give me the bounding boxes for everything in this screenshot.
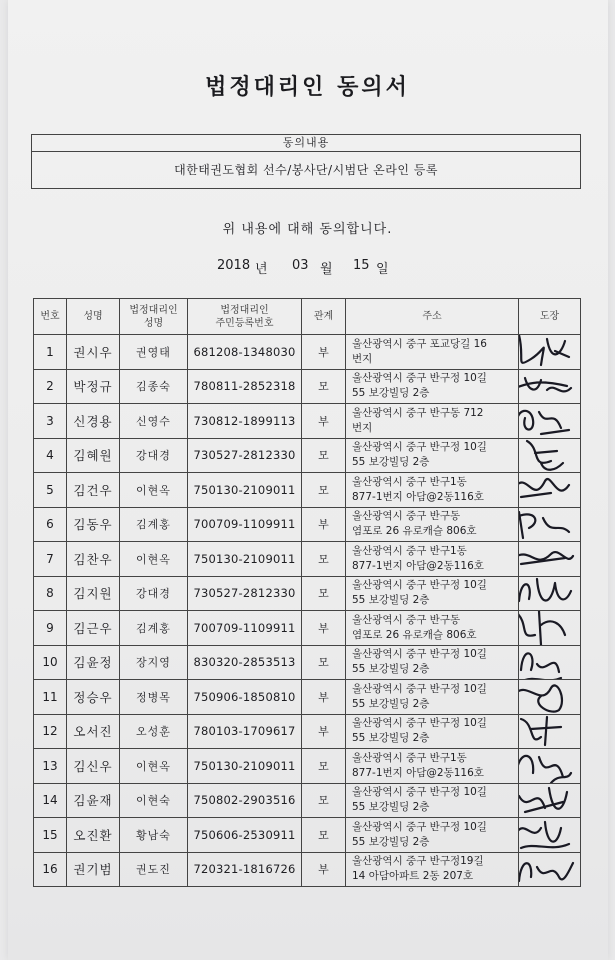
guardian-rrn: 700709-1109911	[188, 611, 302, 646]
guardian-rrn: 780811-2852318	[188, 369, 302, 404]
table-row	[34, 438, 581, 473]
signature-cell	[519, 335, 581, 370]
guardian-name: 이현옥	[120, 749, 188, 784]
relation: 모	[302, 542, 346, 577]
address	[346, 714, 519, 749]
guardian-rrn: 730812-1899113	[188, 404, 302, 439]
signature-stroke	[519, 579, 571, 601]
guardian-rrn: 750606-2530911	[188, 818, 302, 853]
consent-table	[33, 298, 581, 887]
guardian-name: 김종숙	[120, 369, 188, 404]
address-line-2: 55 보강빌딩 2층	[352, 456, 430, 469]
relation: 모	[302, 749, 346, 784]
address	[346, 611, 519, 646]
student-name: 오서진	[67, 714, 120, 749]
table-row	[34, 714, 581, 749]
relation: 모	[302, 473, 346, 508]
signature-stroke	[519, 378, 572, 391]
handwritten-signature	[519, 438, 578, 473]
relation: 부	[302, 680, 346, 715]
relation: 모	[302, 818, 346, 853]
signature-stroke	[527, 441, 563, 470]
consent-box-header: 동의내용	[32, 135, 580, 152]
student-name: 권시우	[67, 335, 120, 370]
table-row	[34, 507, 581, 542]
row-number: 16	[34, 852, 67, 887]
guardian-rrn: 750906-1850810	[188, 680, 302, 715]
handwritten-signature	[519, 714, 578, 749]
handwritten-signature	[519, 749, 578, 784]
signature-cell	[519, 852, 581, 887]
student-name: 김지원	[67, 576, 120, 611]
address-line-1: 울산광역시 중구 반구정 10길	[352, 717, 487, 730]
address-line-2: 55 보강빌딩 2층	[352, 663, 430, 676]
header-number: 번호	[34, 299, 67, 335]
header-rep-name: 법정대리인 성명	[120, 299, 188, 335]
guardian-name: 김계홍	[120, 611, 188, 646]
address-line-2: 55 보강빌딩 2층	[352, 594, 430, 607]
address	[346, 783, 519, 818]
address	[346, 645, 519, 680]
student-name: 김찬우	[67, 542, 120, 577]
address-line-1: 울산광역시 중구 반구정 10길	[352, 786, 487, 799]
signature-stroke	[519, 479, 570, 497]
date-day: 15	[353, 258, 370, 273]
table-row	[34, 404, 581, 439]
handwritten-signature	[519, 335, 578, 370]
signature-cell	[519, 542, 581, 577]
guardian-name: 강대경	[120, 576, 188, 611]
signature-cell	[519, 680, 581, 715]
signature-cell	[519, 645, 581, 680]
guardian-rrn: 720321-1816726	[188, 852, 302, 887]
guardian-rrn: 681208-1348030	[188, 335, 302, 370]
row-number: 6	[34, 507, 67, 542]
address	[346, 473, 519, 508]
header-rep-rrn: 법정대리인 주민등록번호	[188, 299, 302, 335]
header-relation: 관계	[302, 299, 346, 335]
guardian-rrn: 750130-2109011	[188, 473, 302, 508]
address-line-1: 울산광역시 중구 반구동	[352, 510, 461, 523]
row-number: 10	[34, 645, 67, 680]
row-number: 14	[34, 783, 67, 818]
signature-cell	[519, 783, 581, 818]
table-row	[34, 749, 581, 784]
address	[346, 404, 519, 439]
guardian-name: 김계홍	[120, 507, 188, 542]
signature-cell	[519, 714, 581, 749]
consent-box-content: 대한태권도협회 선수/봉사단/시범단 온라인 등록	[174, 163, 438, 177]
address	[346, 507, 519, 542]
guardian-name: 정병목	[120, 680, 188, 715]
row-number: 9	[34, 611, 67, 646]
relation: 모	[302, 369, 346, 404]
guardian-name: 권도진	[120, 852, 188, 887]
address-line-2: 번지	[352, 421, 373, 434]
address	[346, 369, 519, 404]
address-line-2: 877-1번지 아담@2동116호	[352, 490, 484, 503]
guardian-rrn: 750130-2109011	[188, 749, 302, 784]
row-number: 2	[34, 369, 67, 404]
address-line-1: 울산광역시 중구 반구1동	[352, 751, 467, 764]
address-line-1: 울산광역시 중구 반구정 10길	[352, 579, 487, 592]
table-body	[34, 335, 581, 887]
guardian-name: 이현옥	[120, 473, 188, 508]
address	[346, 335, 519, 370]
address-line-2: 번지	[352, 352, 373, 365]
student-name: 김동우	[67, 507, 120, 542]
address-line-2: 55 보강빌딩 2층	[352, 387, 430, 400]
row-number: 12	[34, 714, 67, 749]
signature-stroke	[519, 512, 569, 538]
address-line-2: 55 보강빌딩 2층	[352, 801, 430, 814]
address-line-2: 염포로 26 유로캐슬 806호	[352, 628, 477, 641]
row-number: 7	[34, 542, 67, 577]
signature-stroke	[519, 611, 566, 645]
address-line-1: 울산광역시 중구 반구정 10길	[352, 441, 487, 454]
table-row	[34, 852, 581, 887]
row-number: 8	[34, 576, 67, 611]
header-name: 성명	[67, 299, 120, 335]
address-line-2: 877-1번지 아담@2동116호	[352, 559, 484, 572]
guardian-rrn: 750130-2109011	[188, 542, 302, 577]
signature-stroke	[519, 788, 567, 812]
table-row	[34, 335, 581, 370]
relation: 모	[302, 438, 346, 473]
guardian-rrn: 780103-1709617	[188, 714, 302, 749]
address-line-1: 울산광역시 중구 반구정 10길	[352, 648, 487, 661]
guardian-name: 이현숙	[120, 783, 188, 818]
student-name: 김근우	[67, 611, 120, 646]
row-number: 4	[34, 438, 67, 473]
signature-stroke	[519, 411, 570, 434]
handwritten-signature	[519, 645, 578, 680]
address-line-1: 울산광역시 중구 반구동	[352, 613, 461, 626]
student-name: 신경용	[67, 404, 120, 439]
guardian-name: 신영수	[120, 404, 188, 439]
guardian-rrn: 830320-2853513	[188, 645, 302, 680]
signature-cell	[519, 404, 581, 439]
handwritten-signature	[519, 369, 578, 404]
table-row	[34, 645, 581, 680]
handwritten-signature	[519, 852, 578, 887]
date-year: 2018	[217, 258, 251, 273]
handwritten-signature	[519, 611, 578, 646]
address-line-2: 14 아담아파트 2동 207호	[352, 870, 474, 883]
date-month-unit: 월	[320, 262, 333, 277]
handwritten-signature	[519, 818, 578, 853]
student-name: 권기범	[67, 852, 120, 887]
student-name: 김윤정	[67, 645, 120, 680]
table-header-row	[34, 299, 581, 335]
signature-cell	[519, 507, 581, 542]
relation: 부	[302, 852, 346, 887]
address	[346, 852, 519, 887]
address-line-2: 55 보강빌딩 2층	[352, 697, 430, 710]
signature-stroke	[519, 335, 569, 365]
guardian-name: 황남숙	[120, 818, 188, 853]
guardian-name: 강대경	[120, 438, 188, 473]
address	[346, 576, 519, 611]
signature-stroke	[519, 756, 572, 783]
guardian-name: 이현옥	[120, 542, 188, 577]
address-line-1: 울산광역시 중구 반구1동	[352, 475, 467, 488]
signature-stroke	[521, 717, 561, 745]
row-number: 13	[34, 749, 67, 784]
handwritten-signature	[519, 404, 578, 439]
handwritten-signature	[519, 680, 578, 715]
date-year-unit: 년	[255, 262, 268, 277]
student-name: 김혜원	[67, 438, 120, 473]
address-line-1: 울산광역시 중구 반구정 10길	[352, 820, 487, 833]
handwritten-signature	[519, 783, 578, 818]
table-row	[34, 818, 581, 853]
address-line-2: 55 보강빌딩 2층	[352, 835, 430, 848]
relation: 부	[302, 507, 346, 542]
signature-cell	[519, 438, 581, 473]
row-number: 11	[34, 680, 67, 715]
guardian-rrn: 750802-2903516	[188, 783, 302, 818]
consent-box	[31, 134, 581, 189]
signature-stroke	[519, 863, 573, 881]
signature-stroke	[519, 552, 574, 564]
row-number: 5	[34, 473, 67, 508]
student-name: 김신우	[67, 749, 120, 784]
handwritten-signature	[519, 542, 578, 577]
signature-cell	[519, 473, 581, 508]
address	[346, 542, 519, 577]
guardian-rrn: 730527-2812330	[188, 576, 302, 611]
guardian-name: 장지영	[120, 645, 188, 680]
date-day-unit: 일	[376, 262, 389, 277]
address-line-2: 염포로 26 유로캐슬 806호	[352, 525, 477, 538]
address-line-1: 울산광역시 중구 반구정19길	[352, 855, 484, 868]
table-row	[34, 473, 581, 508]
signature-cell	[519, 369, 581, 404]
address	[346, 749, 519, 784]
relation: 부	[302, 404, 346, 439]
address-line-2: 877-1번지 아담@2동116호	[352, 766, 484, 779]
address-line-1: 울산광역시 중구 반구정 10길	[352, 682, 487, 695]
document-title: 법정대리인 동의서	[205, 75, 410, 100]
signature-stroke	[521, 653, 561, 680]
address-line-1: 울산광역시 중구 반구1동	[352, 544, 467, 557]
table-row	[34, 369, 581, 404]
student-name: 오진환	[67, 818, 120, 853]
relation: 모	[302, 576, 346, 611]
address	[346, 438, 519, 473]
address	[346, 680, 519, 715]
relation: 모	[302, 645, 346, 680]
guardian-name: 권영태	[120, 335, 188, 370]
table-row	[34, 783, 581, 818]
relation: 모	[302, 783, 346, 818]
signature-cell	[519, 611, 581, 646]
signature-stroke	[519, 685, 562, 711]
row-number: 1	[34, 335, 67, 370]
relation: 부	[302, 335, 346, 370]
student-name: 박정규	[67, 369, 120, 404]
handwritten-signature	[519, 576, 578, 611]
address	[346, 818, 519, 853]
guardian-rrn: 700709-1109911	[188, 507, 302, 542]
table-row	[34, 542, 581, 577]
student-name: 김건우	[67, 473, 120, 508]
signature-cell	[519, 576, 581, 611]
guardian-name: 오성훈	[120, 714, 188, 749]
guardian-rrn: 730527-2812330	[188, 438, 302, 473]
table-row	[34, 611, 581, 646]
relation: 부	[302, 714, 346, 749]
address-line-1: 울산광역시 중구 포교당길 16	[352, 337, 487, 350]
handwritten-signature	[519, 507, 578, 542]
header-seal: 도장	[519, 299, 581, 335]
relation: 부	[302, 611, 346, 646]
row-number: 3	[34, 404, 67, 439]
signature-cell	[519, 818, 581, 853]
agreement-text: 위 내용에 대해 동의합니다.	[222, 222, 393, 237]
signature-stroke	[519, 822, 570, 848]
row-number: 15	[34, 818, 67, 853]
handwritten-signature	[519, 473, 578, 508]
date-month: 03	[292, 258, 309, 273]
address-line-2: 55 보강빌딩 2층	[352, 732, 430, 745]
student-name: 김윤재	[67, 783, 120, 818]
table-row	[34, 576, 581, 611]
student-name: 정승우	[67, 680, 120, 715]
address-line-1: 울산광역시 중구 반구정 10길	[352, 372, 487, 385]
table-row	[34, 680, 581, 715]
address-line-1: 울산광역시 중구 반구동 712	[352, 406, 484, 419]
signature-cell	[519, 749, 581, 784]
header-address: 주소	[346, 299, 519, 335]
